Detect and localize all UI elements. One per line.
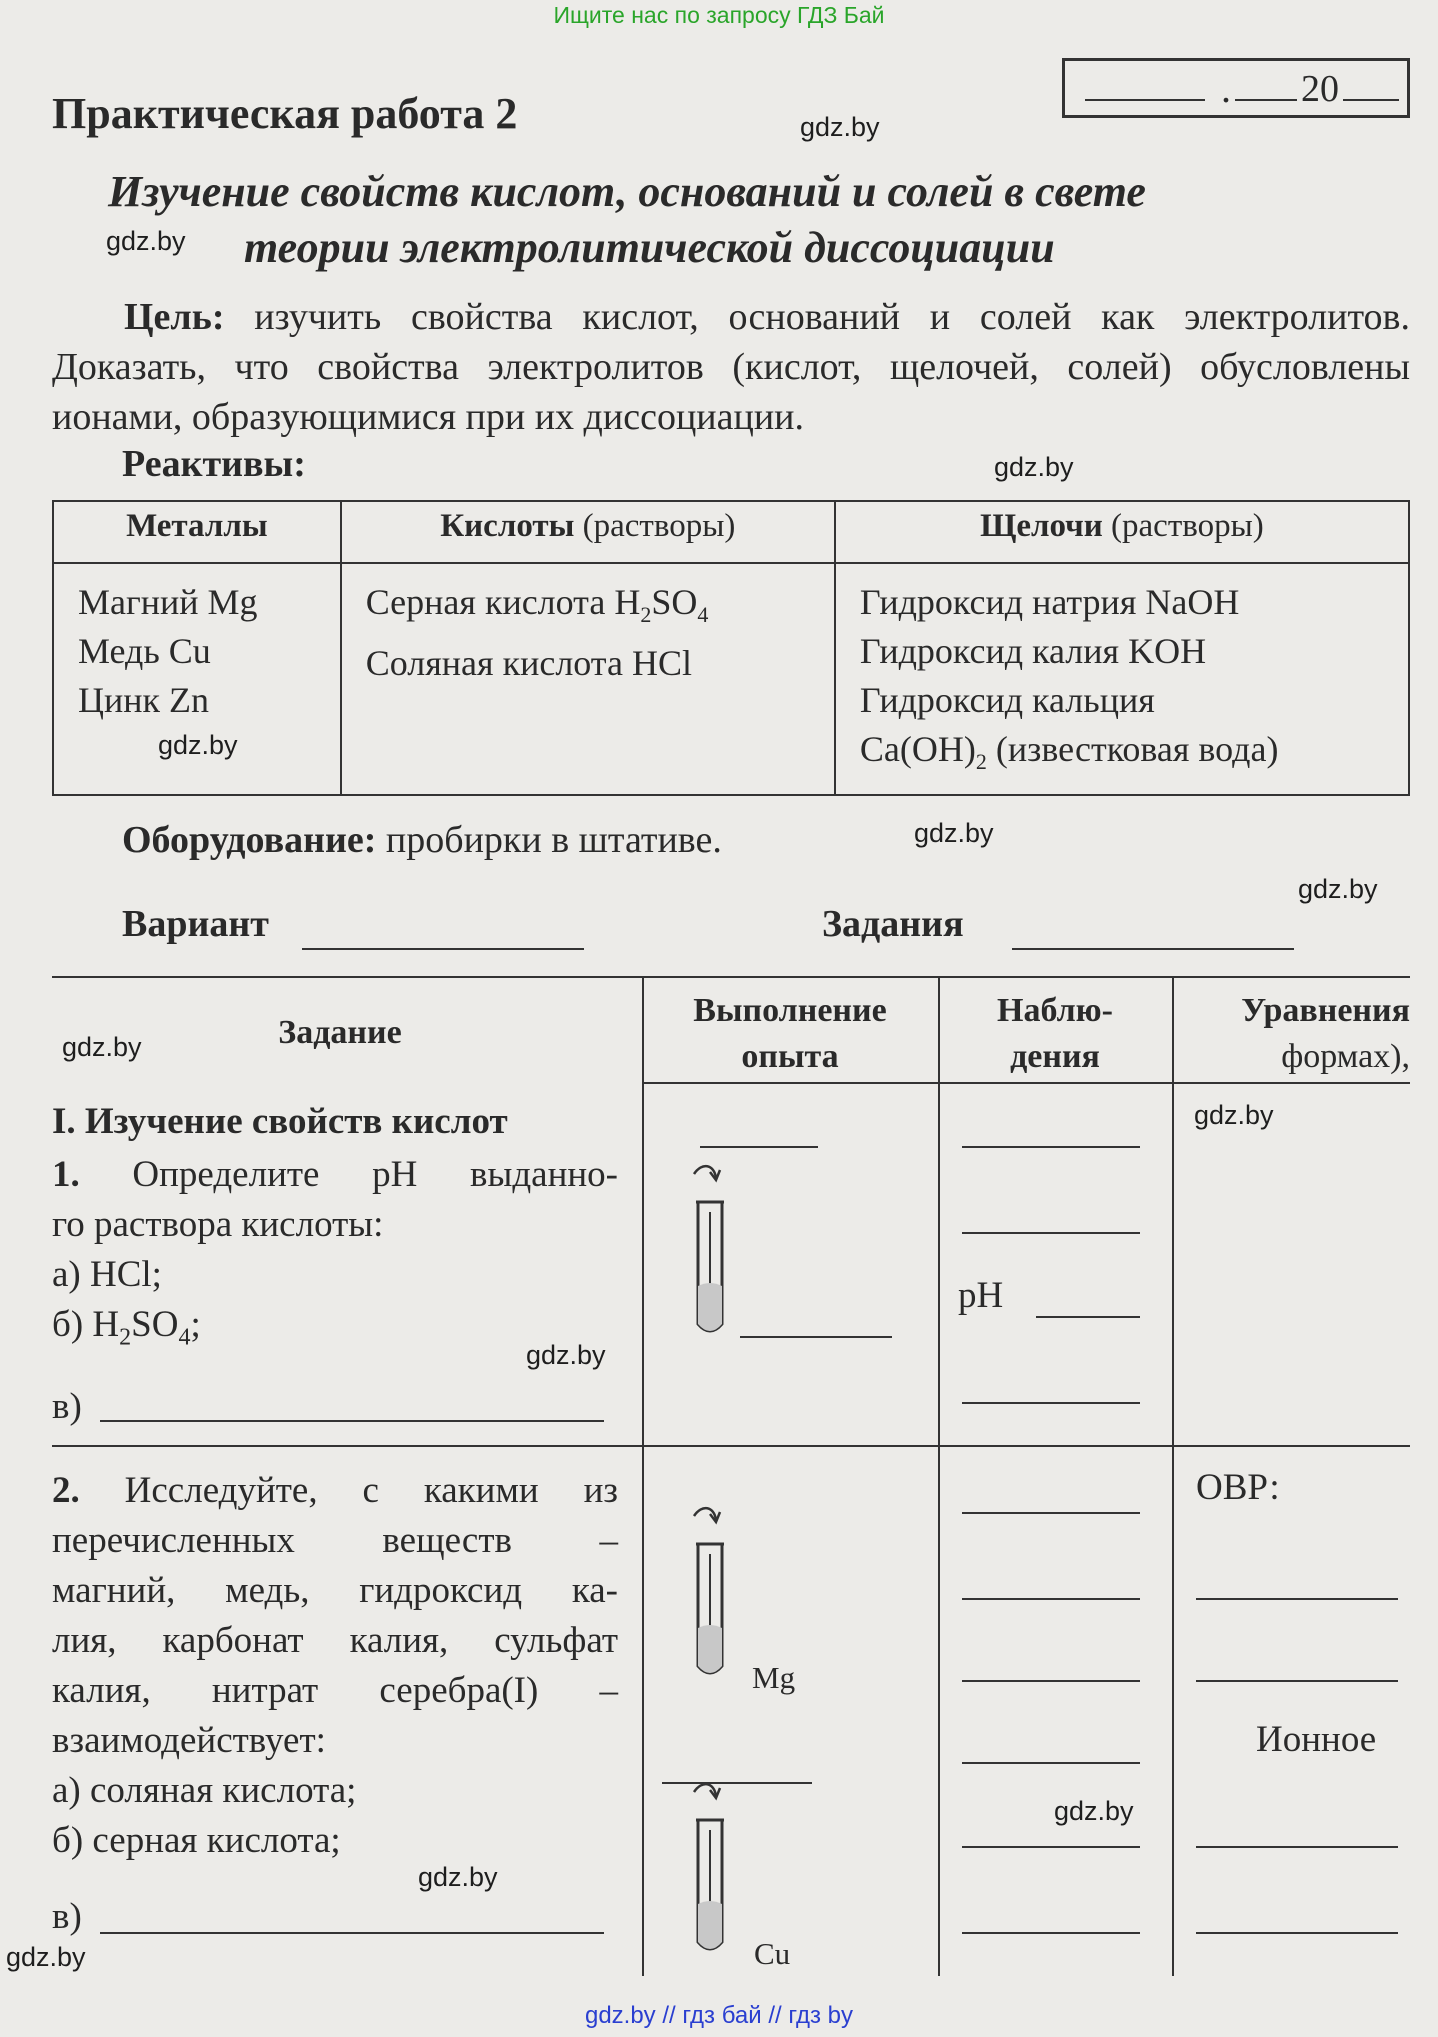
goal-text: изучить свойства кислот, оснований и солей как электролитов. Доказать, что свойства электролитов (кислот, щелочей, солей) обусловлены ионами, образующимися при их диссоциации. — [52, 296, 1410, 438]
watermark: gdz.by — [1194, 1100, 1274, 1130]
metal-item: Медь Cu — [78, 631, 211, 671]
ph-answer-line[interactable] — [1036, 1316, 1140, 1318]
watermark: gdz.by — [62, 1032, 142, 1062]
variant-field-line[interactable] — [302, 948, 584, 950]
acid-item: Серная кислота $H_2SO_4$ — [365, 582, 709, 628]
task-1-line-1: 1. Определите pH выданно- — [52, 1154, 618, 1195]
test-tube-icon — [680, 1158, 740, 1342]
tasks-field-line[interactable] — [1012, 948, 1294, 950]
task-1-option-b: б) $H_2SO_4$; — [52, 1304, 201, 1351]
equation-answer-line[interactable] — [1196, 1932, 1398, 1934]
alkali-item: Гидроксид калия KOH — [859, 631, 1207, 671]
watermark: gdz.by — [106, 226, 186, 256]
watermark: gdz.by — [1298, 874, 1378, 904]
acids-cell — [341, 563, 835, 795]
date-dot: . — [1221, 66, 1231, 111]
footer-links[interactable]: gdz.by // гдз бай // гдз by — [584, 2002, 854, 2029]
watermark: gdz.by — [526, 1340, 606, 1370]
task-2-option-v: в) — [52, 1896, 82, 1937]
reagents-body-row — [53, 563, 1409, 795]
alkalis-header: Щелочи (растворы) — [835, 501, 1409, 563]
metal-item: Цинк Zn — [78, 680, 210, 720]
observation-answer-line[interactable] — [962, 1512, 1140, 1514]
alkali-item: Гидроксид кальция — [859, 680, 1155, 720]
header-observations: Наблю- дения — [997, 992, 1113, 1075]
section-title: I. Изучение свойств кислот — [52, 1101, 508, 1142]
date-year-line — [1343, 99, 1399, 101]
date-month-line — [1235, 99, 1297, 101]
reagents-table — [52, 500, 1410, 796]
mg-label: Mg — [752, 1660, 796, 1695]
acids-header: Кислоты (растворы) — [341, 501, 835, 563]
watermark: gdz.by — [994, 452, 1074, 482]
watermark: gdz.by — [800, 112, 880, 142]
observation-answer-line[interactable] — [962, 1598, 1140, 1600]
site-banner[interactable]: Ищите нас по запросу ГДЗ Бай — [553, 2, 885, 28]
date-year: 20 — [1301, 68, 1339, 110]
task-1-option-v: в) — [52, 1386, 82, 1427]
watermark: gdz.by — [6, 1942, 86, 1972]
equipment-label: Оборудование: — [122, 819, 377, 861]
goal-label: Цель: — [124, 296, 225, 338]
watermark: gdz.by — [158, 730, 238, 760]
table-header-bottom-border — [642, 1082, 1410, 1084]
observation-answer-line[interactable] — [962, 1146, 1140, 1148]
table-top-border — [52, 976, 1410, 978]
acid-item: Соляная кислота HCl — [365, 643, 692, 684]
subtitle-line-2: теории электролитической диссоциации — [244, 223, 1055, 272]
observation-answer-line[interactable] — [962, 1932, 1140, 1934]
variant-label: Вариант — [122, 903, 269, 945]
header-task: Задание — [278, 1014, 402, 1051]
task-2-option-a: а) соляная кислота; — [52, 1770, 357, 1811]
ionic-label: Ионное — [1256, 1719, 1377, 1760]
test-tube-icon — [680, 1500, 740, 1684]
equipment-text: пробирки в штативе. — [376, 819, 722, 861]
task-1-answer-line[interactable] — [100, 1420, 604, 1422]
task-2-line-5: калия, нитрат серебра(I) – — [52, 1670, 618, 1711]
alkali-item: $Ca(OH)_2$ (известковая вода) — [859, 729, 1279, 775]
ph-label: pH — [958, 1275, 1004, 1316]
task-2-answer-line[interactable] — [100, 1932, 604, 1934]
date-box — [1062, 58, 1410, 118]
task-2-option-b: б) серная кислота; — [52, 1820, 341, 1861]
ovr-label: ОВР: — [1196, 1467, 1280, 1508]
header-execution: Выполнение опыта — [693, 992, 887, 1075]
cu-label: Cu — [754, 1936, 791, 1971]
equation-answer-line[interactable] — [1196, 1598, 1398, 1600]
reagents-label: Реактивы: — [122, 443, 306, 485]
test-tube-icon — [680, 1776, 740, 1960]
metals-header: Металлы — [53, 501, 341, 563]
equation-answer-line[interactable] — [1196, 1680, 1398, 1682]
column-divider — [938, 976, 940, 1976]
execution-answer-line[interactable] — [740, 1336, 892, 1338]
task-2-line-2: перечисленных веществ – — [52, 1520, 618, 1561]
alkali-item: Гидроксид натрия NaOH — [859, 582, 1240, 622]
row-separator — [52, 1445, 1410, 1447]
equation-answer-line[interactable] — [1196, 1846, 1398, 1848]
task-2-line-1: 2. Исследуйте, с какими из — [52, 1470, 618, 1511]
tasks-label: Задания — [822, 903, 964, 945]
observation-answer-line[interactable] — [962, 1232, 1140, 1234]
observation-answer-line[interactable] — [962, 1762, 1140, 1764]
goal-text-block — [52, 292, 1410, 442]
column-divider — [1172, 976, 1174, 1976]
metal-item: Магний Mg — [78, 582, 258, 622]
column-divider — [642, 976, 644, 1976]
observation-answer-line[interactable] — [962, 1680, 1140, 1682]
task-2-line-3: магний, медь, гидроксид ка- — [52, 1570, 618, 1611]
observation-answer-line[interactable] — [962, 1402, 1140, 1404]
reagents-header-row — [53, 501, 1409, 563]
date-day-line — [1085, 99, 1205, 101]
equipment-line — [122, 818, 722, 862]
task-1-line-2: го раствора кислоты: — [52, 1204, 384, 1245]
task-2-line-4: лия, карбонат калия, сульфат — [52, 1620, 618, 1661]
alkalis-cell — [835, 563, 1409, 795]
page-title: Практическая работа 2 — [52, 89, 518, 138]
header-equations: Уравнения формах), — [1241, 992, 1410, 1075]
subtitle-line-1: Изучение свойств кислот, оснований и солей в свете — [108, 167, 1146, 216]
watermark: gdz.by — [1054, 1796, 1134, 1826]
observation-answer-line[interactable] — [962, 1846, 1140, 1848]
watermark: gdz.by — [914, 818, 994, 848]
watermark: gdz.by — [418, 1862, 498, 1892]
task-1-option-a: а) HCl; — [52, 1254, 162, 1295]
goal-paragraph — [52, 292, 1410, 442]
execution-answer-line[interactable] — [700, 1146, 818, 1148]
task-2-line-6: взаимодействует: — [52, 1720, 326, 1761]
